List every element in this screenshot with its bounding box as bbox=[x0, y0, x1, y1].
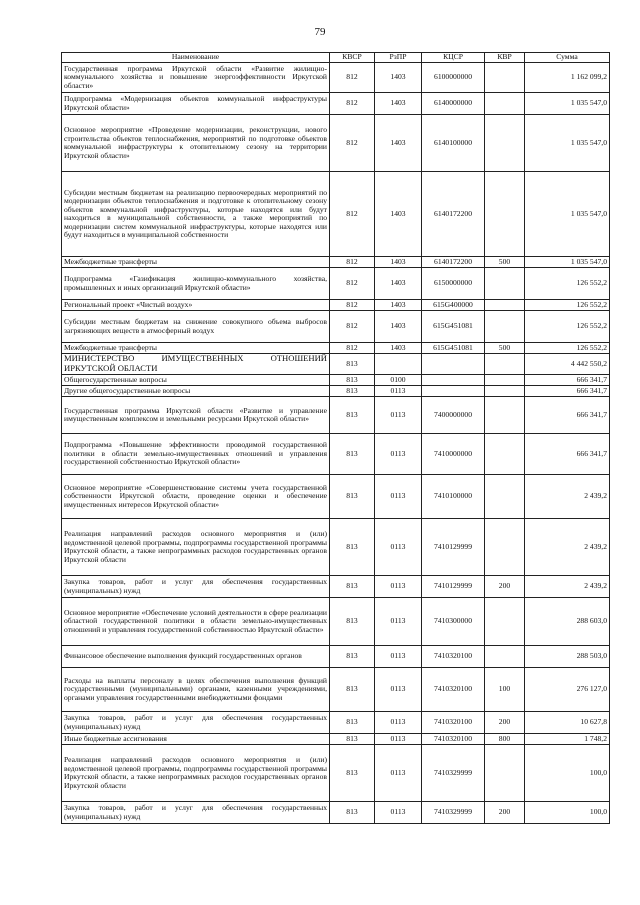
row-kcsr-cell: 615G400000 bbox=[422, 300, 485, 311]
row-kcsr-cell: 7410320100 bbox=[422, 712, 485, 734]
table-row bbox=[62, 257, 610, 268]
row-kvr-cell bbox=[485, 434, 525, 475]
row-rzpr-cell: 0113 bbox=[375, 802, 422, 824]
row-rzpr-cell: 1403 bbox=[375, 115, 422, 172]
row-kcsr-cell: 7410100000 bbox=[422, 475, 485, 519]
row-kcsr-cell: 7410129999 bbox=[422, 576, 485, 598]
row-rzpr-cell: 0113 bbox=[375, 434, 422, 475]
row-kcsr-cell: 7410320100 bbox=[422, 646, 485, 668]
row-kvr-cell bbox=[485, 300, 525, 311]
row-kvsr-cell: 813 bbox=[330, 668, 375, 712]
row-rzpr-cell: 0113 bbox=[375, 576, 422, 598]
row-rzpr-cell: 1403 bbox=[375, 268, 422, 300]
table-row bbox=[62, 63, 610, 93]
table-row bbox=[62, 598, 610, 646]
row-rzpr-cell bbox=[375, 354, 422, 375]
row-kcsr-cell: 7410300000 bbox=[422, 598, 485, 646]
header-name: Наименование bbox=[62, 53, 330, 63]
row-rzpr-cell: 0100 bbox=[375, 375, 422, 386]
row-sum-cell: 276 127,0 bbox=[525, 668, 610, 712]
row-sum-cell: 126 552,2 bbox=[525, 343, 610, 354]
row-kvr-cell bbox=[485, 93, 525, 115]
table-row bbox=[62, 745, 610, 802]
row-name-cell: Межбюджетные трансферты bbox=[62, 343, 330, 354]
table-row bbox=[62, 802, 610, 824]
table-row bbox=[62, 646, 610, 668]
row-rzpr-cell: 0113 bbox=[375, 475, 422, 519]
row-sum-cell: 1 035 547,0 bbox=[525, 93, 610, 115]
row-kvr-cell bbox=[485, 172, 525, 257]
row-kvsr-cell: 813 bbox=[330, 519, 375, 576]
row-sum-cell: 288 503,0 bbox=[525, 646, 610, 668]
table-row bbox=[62, 354, 610, 375]
row-kvsr-cell: 812 bbox=[330, 115, 375, 172]
row-rzpr-cell: 1403 bbox=[375, 257, 422, 268]
row-kvr-cell bbox=[485, 386, 525, 397]
header-rzpr: РзПР bbox=[375, 53, 422, 63]
row-kvsr-cell: 813 bbox=[330, 434, 375, 475]
row-sum-cell: 2 439,2 bbox=[525, 475, 610, 519]
row-rzpr-cell: 1403 bbox=[375, 63, 422, 93]
table-row bbox=[62, 712, 610, 734]
row-kcsr-cell: 7410320100 bbox=[422, 668, 485, 712]
row-sum-cell: 666 341,7 bbox=[525, 434, 610, 475]
row-kvsr-cell: 813 bbox=[330, 802, 375, 824]
row-name-cell: Подпрограмма «Модернизация объектов коммунальной инфраструктуры Иркутской области» bbox=[62, 93, 330, 115]
row-rzpr-cell: 0113 bbox=[375, 734, 422, 745]
row-kvsr-cell: 813 bbox=[330, 712, 375, 734]
page-number: 79 bbox=[314, 26, 326, 38]
row-kcsr-cell bbox=[422, 354, 485, 375]
table-row bbox=[62, 434, 610, 475]
row-kcsr-cell: 7410320100 bbox=[422, 734, 485, 745]
row-kcsr-cell: 7410000000 bbox=[422, 434, 485, 475]
header-sum: Сумма bbox=[525, 53, 610, 63]
header-kvsr: КВСР bbox=[330, 53, 375, 63]
row-rzpr-cell: 0113 bbox=[375, 386, 422, 397]
row-name-cell: Иные бюджетные ассигнования bbox=[62, 734, 330, 745]
row-kvsr-cell: 813 bbox=[330, 646, 375, 668]
row-sum-cell: 666 341,7 bbox=[525, 397, 610, 434]
row-name-cell: Общегосударственные вопросы bbox=[62, 375, 330, 386]
row-kvsr-cell: 813 bbox=[330, 397, 375, 434]
row-rzpr-cell: 0113 bbox=[375, 668, 422, 712]
row-kvr-cell bbox=[485, 598, 525, 646]
header-kcsr: КЦСР bbox=[422, 53, 485, 63]
row-rzpr-cell: 1403 bbox=[375, 93, 422, 115]
row-sum-cell: 1 035 547,0 bbox=[525, 115, 610, 172]
row-kcsr-cell: 7410329999 bbox=[422, 802, 485, 824]
row-name-cell: Государственная программа Иркутской области «Развитие жилищно-коммунального хозяйства и повышение энергоэффективности Иркутской области» bbox=[62, 63, 330, 93]
row-name-cell: Закупка товаров, работ и услуг для обеспечения государственных (муниципальных) нужд bbox=[62, 576, 330, 598]
header-kvr: КВР bbox=[485, 53, 525, 63]
row-kvr-cell bbox=[485, 519, 525, 576]
table-row bbox=[62, 300, 610, 311]
row-name-cell: Региональный проект «Чистый воздух» bbox=[62, 300, 330, 311]
row-name-cell: Основное мероприятие «Проведение модернизации, реконструкции, нового строительства объектов теплоснабжения, мероприятий по подготовке объектов коммунальной инфраструктуры к отопительному сезону на территории Иркутской области» bbox=[62, 115, 330, 172]
row-sum-cell: 1 748,2 bbox=[525, 734, 610, 745]
row-name-cell: Реализация направлений расходов основного мероприятия и (или) ведомственной целевой программы, подпрограммы государственной программы Иркутской области, а также непрограммных расходов государственных органов Иркутской области bbox=[62, 519, 330, 576]
row-sum-cell: 1 162 099,2 bbox=[525, 63, 610, 93]
row-kvr-cell: 500 bbox=[485, 343, 525, 354]
table-row bbox=[62, 734, 610, 745]
row-kvr-cell bbox=[485, 63, 525, 93]
row-kvsr-cell: 812 bbox=[330, 300, 375, 311]
row-sum-cell: 4 442 550,2 bbox=[525, 354, 610, 375]
table-row bbox=[62, 268, 610, 300]
row-sum-cell: 2 439,2 bbox=[525, 576, 610, 598]
row-sum-cell: 100,0 bbox=[525, 802, 610, 824]
row-kvsr-cell: 812 bbox=[330, 343, 375, 354]
row-kvr-cell: 100 bbox=[485, 668, 525, 712]
row-kvsr-cell: 813 bbox=[330, 745, 375, 802]
row-rzpr-cell: 0113 bbox=[375, 745, 422, 802]
row-kvr-cell: 200 bbox=[485, 576, 525, 598]
row-kvsr-cell: 813 bbox=[330, 576, 375, 598]
row-sum-cell: 2 439,2 bbox=[525, 519, 610, 576]
table-row bbox=[62, 311, 610, 343]
row-kvsr-cell: 813 bbox=[330, 386, 375, 397]
row-name-cell: Основное мероприятие «Совершенствование системы учета государственной собственности Иркутской области, проведение оценки и обеспечение имущественных интересов Иркутской области» bbox=[62, 475, 330, 519]
row-rzpr-cell: 1403 bbox=[375, 311, 422, 343]
row-kvr-cell: 800 bbox=[485, 734, 525, 745]
row-kvr-cell bbox=[485, 268, 525, 300]
row-name-cell: Субсидии местным бюджетам на реализацию первоочередных мероприятий по модернизации объектов теплоснабжения и подготовке к отопительному сезону объектов коммунальной инфраструктуры, которые находятся или будут находиться в муниципальной собственности, а также мероприятий по модернизации систем коммунальной инфраструктуры, которые находятся или будут находиться в муниципальной собственности bbox=[62, 172, 330, 257]
row-kcsr-cell: 6150000000 bbox=[422, 268, 485, 300]
row-sum-cell: 126 552,2 bbox=[525, 300, 610, 311]
table-row bbox=[62, 172, 610, 257]
row-kvsr-cell: 813 bbox=[330, 354, 375, 375]
row-kcsr-cell: 6140172200 bbox=[422, 172, 485, 257]
row-rzpr-cell: 0113 bbox=[375, 598, 422, 646]
budget-table bbox=[61, 52, 610, 824]
row-name-cell: Закупка товаров, работ и услуг для обеспечения государственных (муниципальных) нужд bbox=[62, 712, 330, 734]
row-name-cell: Другие общегосударственные вопросы bbox=[62, 386, 330, 397]
row-name-cell: Финансовое обеспечение выполнения функций государственных органов bbox=[62, 646, 330, 668]
row-kvr-cell: 500 bbox=[485, 257, 525, 268]
row-sum-cell: 126 552,2 bbox=[525, 268, 610, 300]
row-kvsr-cell: 812 bbox=[330, 268, 375, 300]
row-kvr-cell bbox=[485, 646, 525, 668]
row-kcsr-cell: 6140000000 bbox=[422, 93, 485, 115]
row-rzpr-cell: 0113 bbox=[375, 646, 422, 668]
row-rzpr-cell: 0113 bbox=[375, 519, 422, 576]
table-row bbox=[62, 93, 610, 115]
row-kvsr-cell: 812 bbox=[330, 311, 375, 343]
table-row bbox=[62, 397, 610, 434]
row-kvr-cell bbox=[485, 115, 525, 172]
row-sum-cell: 666 341,7 bbox=[525, 375, 610, 386]
row-name-cell: Подпрограмма «Повышение эффективности проводимой государственной политики в области земельно-имущественных отношений и управления государственной собственностью Иркутской области» bbox=[62, 434, 330, 475]
row-kcsr-cell bbox=[422, 375, 485, 386]
row-sum-cell: 288 603,0 bbox=[525, 598, 610, 646]
row-kvsr-cell: 813 bbox=[330, 734, 375, 745]
row-kcsr-cell: 6140100000 bbox=[422, 115, 485, 172]
table-row bbox=[62, 386, 610, 397]
row-kvsr-cell: 812 bbox=[330, 93, 375, 115]
row-sum-cell: 126 552,2 bbox=[525, 311, 610, 343]
table-row bbox=[62, 668, 610, 712]
row-name-cell: Основное мероприятие «Обеспечение условий деятельности в сфере реализации областной государственной политики в области земельно-имущественных отношений и управления государственной собственностью Иркутской области» bbox=[62, 598, 330, 646]
table-row bbox=[62, 519, 610, 576]
row-name-cell: Подпрограмма «Газификация жилищно-коммунального хозяйства, промышленных и иных организаций Иркутской области» bbox=[62, 268, 330, 300]
row-kvsr-cell: 813 bbox=[330, 375, 375, 386]
row-kvr-cell bbox=[485, 311, 525, 343]
row-kvsr-cell: 813 bbox=[330, 598, 375, 646]
row-kvsr-cell: 812 bbox=[330, 172, 375, 257]
row-name-cell: Реализация направлений расходов основного мероприятия и (или) ведомственной целевой программы, подпрограммы государственной программы Иркутской области, а также непрограммных расходов государственных органов Иркутской области bbox=[62, 745, 330, 802]
row-sum-cell: 1 035 547,0 bbox=[525, 172, 610, 257]
row-rzpr-cell: 0113 bbox=[375, 397, 422, 434]
table-body bbox=[62, 63, 610, 824]
row-rzpr-cell: 1403 bbox=[375, 343, 422, 354]
table-header-row bbox=[62, 53, 610, 63]
row-kvsr-cell: 813 bbox=[330, 475, 375, 519]
row-kvr-cell bbox=[485, 354, 525, 375]
row-kcsr-cell: 6100000000 bbox=[422, 63, 485, 93]
row-sum-cell: 10 627,8 bbox=[525, 712, 610, 734]
table-row bbox=[62, 375, 610, 386]
row-sum-cell: 666 341,7 bbox=[525, 386, 610, 397]
row-kcsr-cell: 7410329999 bbox=[422, 745, 485, 802]
row-kcsr-cell: 615G451081 bbox=[422, 311, 485, 343]
row-name-cell: МИНИСТЕРСТВО ИМУЩЕСТВЕННЫХ ОТНОШЕНИЙ ИРКУТСКОЙ ОБЛАСТИ bbox=[62, 354, 330, 375]
row-kvr-cell bbox=[485, 375, 525, 386]
row-kcsr-cell: 6140172200 bbox=[422, 257, 485, 268]
table-row bbox=[62, 115, 610, 172]
table-row bbox=[62, 475, 610, 519]
row-kcsr-cell: 7410129999 bbox=[422, 519, 485, 576]
row-name-cell: Субсидии местным бюджетам на снижение совокупного объема выбросов загрязняющих веществ в атмосферный воздух bbox=[62, 311, 330, 343]
row-rzpr-cell: 1403 bbox=[375, 172, 422, 257]
row-kvsr-cell: 812 bbox=[330, 63, 375, 93]
table-row bbox=[62, 576, 610, 598]
row-name-cell: Государственная программа Иркутской области «Развитие и управление имущественным комплексом и земельными ресурсами Иркутской области» bbox=[62, 397, 330, 434]
row-kvr-cell: 200 bbox=[485, 802, 525, 824]
row-sum-cell: 100,0 bbox=[525, 745, 610, 802]
row-name-cell: Межбюджетные трансферты bbox=[62, 257, 330, 268]
table-row bbox=[62, 343, 610, 354]
row-sum-cell: 1 035 547,0 bbox=[525, 257, 610, 268]
row-name-cell: Закупка товаров, работ и услуг для обеспечения государственных (муниципальных) нужд bbox=[62, 802, 330, 824]
row-rzpr-cell: 1403 bbox=[375, 300, 422, 311]
row-kvsr-cell: 812 bbox=[330, 257, 375, 268]
row-rzpr-cell: 0113 bbox=[375, 712, 422, 734]
row-name-cell: Расходы на выплаты персоналу в целях обеспечения выполнения функций государственными (муниципальными) органами, казенными учреждениями, органами управления государственными внебюджетными фондами bbox=[62, 668, 330, 712]
row-kcsr-cell: 615G451081 bbox=[422, 343, 485, 354]
row-kvr-cell: 200 bbox=[485, 712, 525, 734]
row-kvr-cell bbox=[485, 745, 525, 802]
row-kcsr-cell bbox=[422, 386, 485, 397]
row-kvr-cell bbox=[485, 475, 525, 519]
row-kvr-cell bbox=[485, 397, 525, 434]
row-kcsr-cell: 7400000000 bbox=[422, 397, 485, 434]
